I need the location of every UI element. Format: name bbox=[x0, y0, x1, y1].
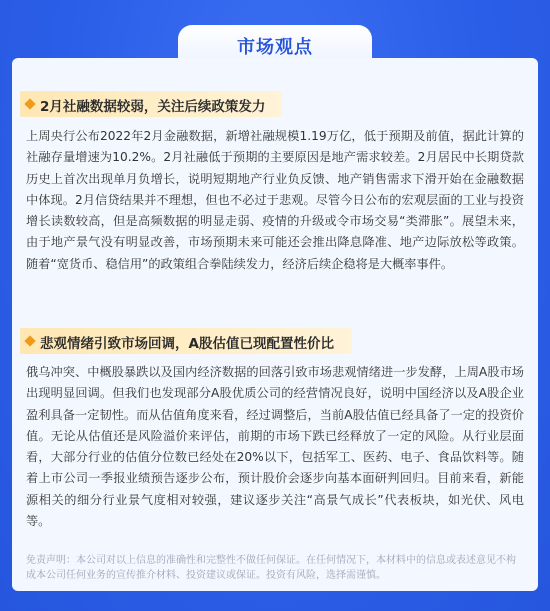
section-heading-label: 悲观情绪引致市场回调，A股估值已现配置性价比 bbox=[40, 336, 334, 352]
diamond-bullet-icon bbox=[24, 335, 35, 346]
disclaimer-text: 免责声明：本公司对以上信息的准确性和完整性不做任何保证。在任何情况下，本材料中的信息或表述意见不构成本公司任何业务的宣传推介材料、投资建议或保证。投资有风险，选择需谨慎。 bbox=[26, 555, 516, 581]
content-card bbox=[12, 58, 538, 591]
section-body-1: 上周央行公布2022年2月金融数据，新增社融规模1.19万亿，低于预期及前值，据此计算的社融存量增速为10.2%。2月社融低于预期的主要原因是地产需求较差。2月居民中长期贷款历史上首次出现单月负增长，说明短期地产行业负反馈、地产销售需求下滑开始在金融数据中体现。2月信贷结果并不理想，但也不必过于悲观。尽管今日公布的宏观层面的工业与投资增长读数较高，但是高频数据的明显走弱、疫情的升级或令市场交易“类滞胀”。展望未来，由于地产景气没有明显改善，市场预期未来可能还会推出降息降准、地产边际放松等政策。随着“宽货币、稳信用”的政策组合拳陆续发力，经济后续企稳将是大概率事件。 bbox=[26, 129, 524, 271]
diamond-bullet-icon bbox=[24, 98, 35, 109]
section-heading-2 bbox=[20, 328, 352, 354]
section-heading-label: 2月社融数据较弱，关注后续政策发力 bbox=[40, 99, 266, 115]
page-title: 市场观点 bbox=[237, 37, 313, 58]
section-heading-1 bbox=[20, 91, 282, 117]
section-body-2: 俄乌冲突、中概股暴跌以及国内经济数据的回落引致市场悲观情绪进一步发酵，上周A股市场出现明显回调。但我们也发现部分A股优质公司的经营情况良好，说明中国经济以及A股企业盈利具备一定韧性。而从估值角度来看，经过调整后，当前A股估值已经具备了一定的投资价值。无论从估值还是风险溢价来评估，前期的市场下跌已经释放了一定的风险。从行业层面看，大部分行业的估值分位数已经处在20%以下，包括军工、医药、电子、食品饮料等。随着上市公司一季报业绩预告逐步公布，预计股价会逐步向基本面研判回归。目前来看，新能源相关的细分行业景气度相对较强，建议逐步关注“高景气成长”代表板块，如光伏、风电等。 bbox=[26, 365, 524, 529]
